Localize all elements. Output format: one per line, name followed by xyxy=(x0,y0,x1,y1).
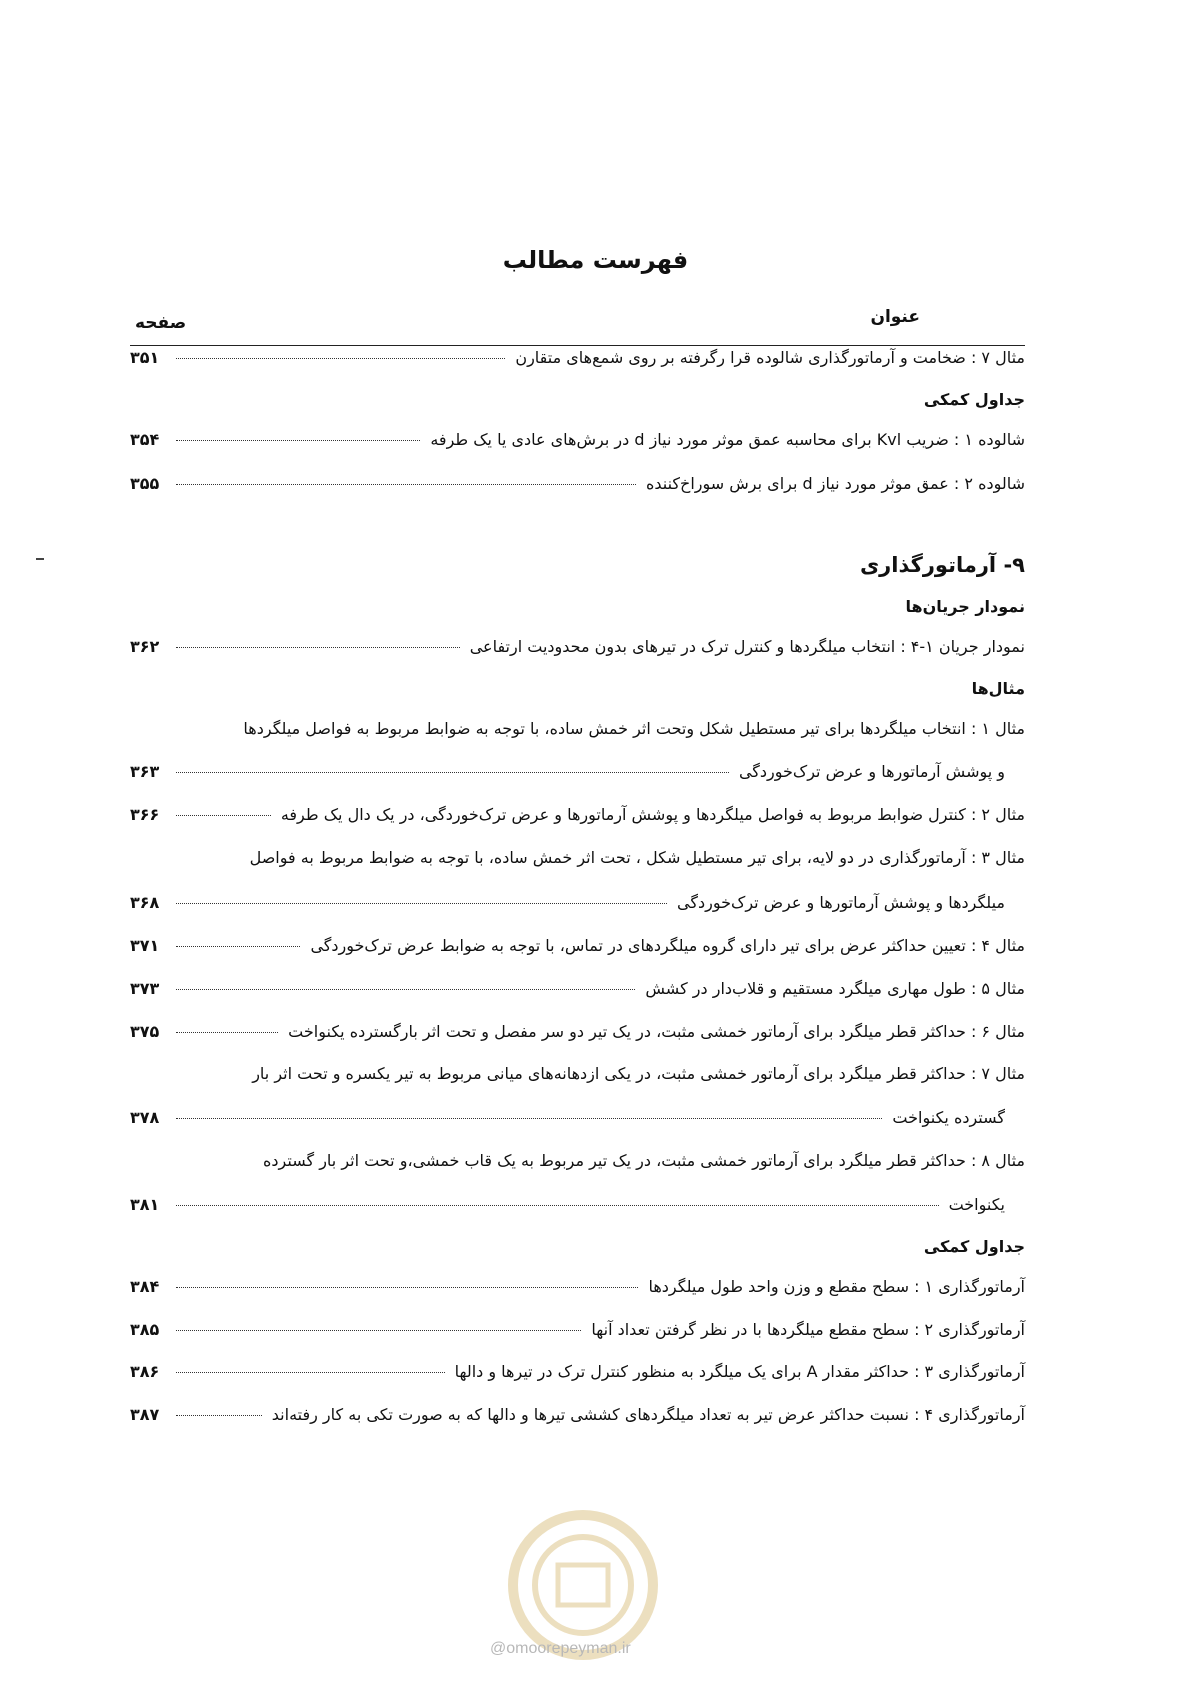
leader-dots xyxy=(176,1415,262,1416)
toc-entry xyxy=(130,762,1025,781)
toc-entry-page: ۳۵۴ xyxy=(130,430,160,449)
page-title: فهرست مطالب xyxy=(502,246,689,274)
toc-entry xyxy=(130,1277,1025,1296)
toc-entry-line1: مثال ۱ : انتخاب میلگردها برای تیر مستطیل شکل وتحت اثر خمش ساده، با توجه به ضوابط مربوط به فواصل میلگردها xyxy=(243,719,1025,738)
toc-entry-text: مثال ۲ : کنترل ضوابط مربوط به فواصل میلگردها و پوشش آرماتورها و عرض ترک‌خوردگی، در یک دال یک طرفه xyxy=(280,805,1025,824)
toc-entry xyxy=(130,893,1025,912)
toc-entry-page: ۳۶۳ xyxy=(130,762,160,781)
chapter-heading: ۹- آرماتورگذاری xyxy=(859,553,1025,577)
toc-entry-page: ۳۷۵ xyxy=(130,1022,160,1041)
section-subheading: نمودار جریان‌ها xyxy=(905,597,1025,616)
toc-entry-text: مثال ۵ : طول مهاری میلگرد مستقیم و قلاب‌دار در کشش xyxy=(645,979,1025,998)
toc-entry-text: مثال ۷ : ضخامت و آرماتورگذاری شالوده قرا رگرفته بر روی شمع‌های متقارن xyxy=(515,348,1025,367)
toc-entry-page: ۳۵۵ xyxy=(130,474,160,493)
leader-dots xyxy=(176,1118,882,1119)
toc-entry xyxy=(130,805,1025,824)
leader-dots xyxy=(176,440,420,441)
toc-entry-text: شالوده ۲ : عمق موثر مورد نیاز d برای برش سوراخ‌کننده xyxy=(645,474,1025,493)
toc-entry xyxy=(130,1320,1025,1339)
toc-entry-text: میلگردها و پوشش آرماتورها و عرض ترک‌خوردگی xyxy=(677,893,1005,912)
toc-entry xyxy=(130,1022,1025,1041)
margin-mark xyxy=(36,558,44,560)
leader-dots xyxy=(176,647,460,648)
toc-entry-text: آرماتورگذاری ۱ : سطح مقطع و وزن واحد طول میلگردها xyxy=(648,1277,1025,1296)
leader-dots xyxy=(176,903,667,904)
toc-entry-page: ۳۶۶ xyxy=(130,805,160,824)
toc-entry-text: آرماتورگذاری ۳ : حداکثر مقدار A برای یک میلگرد به منظور کنترل ترک در تیرها و دالها xyxy=(454,1362,1025,1381)
leader-dots xyxy=(176,1330,581,1331)
leader-dots xyxy=(176,484,636,485)
toc-entry-page: ۳۵۱ xyxy=(130,348,160,367)
toc-entry-text: و پوشش آرماتورها و عرض ترک‌خوردگی xyxy=(738,762,1005,781)
toc-entry xyxy=(130,1362,1025,1381)
toc-entry xyxy=(130,474,1025,493)
toc-entry-text: آرماتورگذاری ۲ : سطح مقطع میلگردها با در نظر گرفتن تعداد آنها xyxy=(591,1320,1025,1339)
toc-entry-text: گسترده یکنواخت xyxy=(892,1108,1005,1127)
toc-entry-text: شالوده ۱ : ضریب Kvl برای محاسبه عمق موثر مورد نیاز d در برش‌های عادی یا یک طرفه xyxy=(430,430,1025,449)
toc-entry-line1: مثال ۷ : حداکثر قطر میلگرد برای آرماتور خمشی مثبت، در یکی ازدهانه‌های میانی مربوط به تیر یکسره و تحت اثر بار xyxy=(252,1064,1025,1083)
toc-entry xyxy=(130,1195,1025,1214)
leader-dots xyxy=(176,1032,278,1033)
toc-entry-page: ۳۷۳ xyxy=(130,979,160,998)
toc-entry-text: مثال ۴ : تعیین حداکثر عرض برای تیر دارای گروه میلگردهای در تماس، با توجه به ضوابط عرض ترک‌خوردگی xyxy=(310,936,1025,955)
toc-entry-page: ۳۷۱ xyxy=(130,936,160,955)
leader-dots xyxy=(176,1205,939,1206)
leader-dots xyxy=(176,815,271,816)
leader-dots xyxy=(176,772,729,773)
toc-entry-line1: مثال ۳ : آرماتورگذاری در دو لایه، برای تیر مستطیل شکل ، تحت اثر خمش ساده، با توجه به ضوابط مربوط به فواصل xyxy=(249,848,1025,867)
leader-dots xyxy=(176,989,635,990)
header-title-label: عنوان xyxy=(870,307,920,327)
toc-entry-page: ۳۶۲ xyxy=(130,637,160,656)
toc-entry xyxy=(130,979,1025,998)
toc-entry-line1: مثال ۸ : حداکثر قطر میلگرد برای آرماتور خمشی مثبت، در یک تیر مربوط به یک قاب خمشی،و تحت اثر بار گسترده xyxy=(263,1151,1025,1170)
header-page-label: صفحه xyxy=(135,313,187,333)
toc-entry xyxy=(130,1405,1025,1424)
toc-entry-page: ۳۸۷ xyxy=(130,1405,160,1424)
toc-entry xyxy=(130,1108,1025,1127)
toc-header xyxy=(130,305,1025,346)
toc-entry-text: مثال ۶ : حداکثر قطر میلگرد برای آرماتور خمشی مثبت، در یک تیر دو سر مفصل و تحت اثر بارگسترده یکنواخت xyxy=(288,1022,1025,1041)
toc-entry xyxy=(130,637,1025,656)
toc-entry-text: نمودار جریان ۱-۴ : انتخاب میلگردها و کنترل ترک در تیرهای بدون محدودیت ارتفاعی xyxy=(469,637,1025,656)
leader-dots xyxy=(176,946,300,947)
section-subheading: مثال‌ها xyxy=(971,679,1025,698)
toc-entry-page: ۳۸۶ xyxy=(130,1362,160,1381)
toc-entry xyxy=(130,348,1025,367)
leader-dots xyxy=(176,1372,445,1373)
leader-dots xyxy=(176,358,505,359)
toc-entry xyxy=(130,936,1025,955)
section-subheading: جداول کمکی xyxy=(923,390,1025,409)
toc-entry xyxy=(130,430,1025,449)
toc-entry-page: ۳۸۴ xyxy=(130,1277,160,1296)
toc-entry-page: ۳۶۸ xyxy=(130,893,160,912)
section-subheading: جداول کمکی xyxy=(923,1237,1025,1256)
toc-entry-page: ۳۸۵ xyxy=(130,1320,160,1339)
watermark-text: @omoorepeyman.ir xyxy=(490,1640,631,1657)
toc-entry-page: ۳۷۸ xyxy=(130,1108,160,1127)
leader-dots xyxy=(176,1287,638,1288)
toc-entry-text: یکنواخت xyxy=(948,1195,1005,1214)
toc-entry-page: ۳۸۱ xyxy=(130,1195,160,1214)
toc-entry-text: آرماتورگذاری ۴ : نسبت حداکثر عرض تیر به تعداد میلگردهای کششی تیرها و دالها که به صورت تکی به کار رفته‌اند xyxy=(271,1405,1025,1424)
